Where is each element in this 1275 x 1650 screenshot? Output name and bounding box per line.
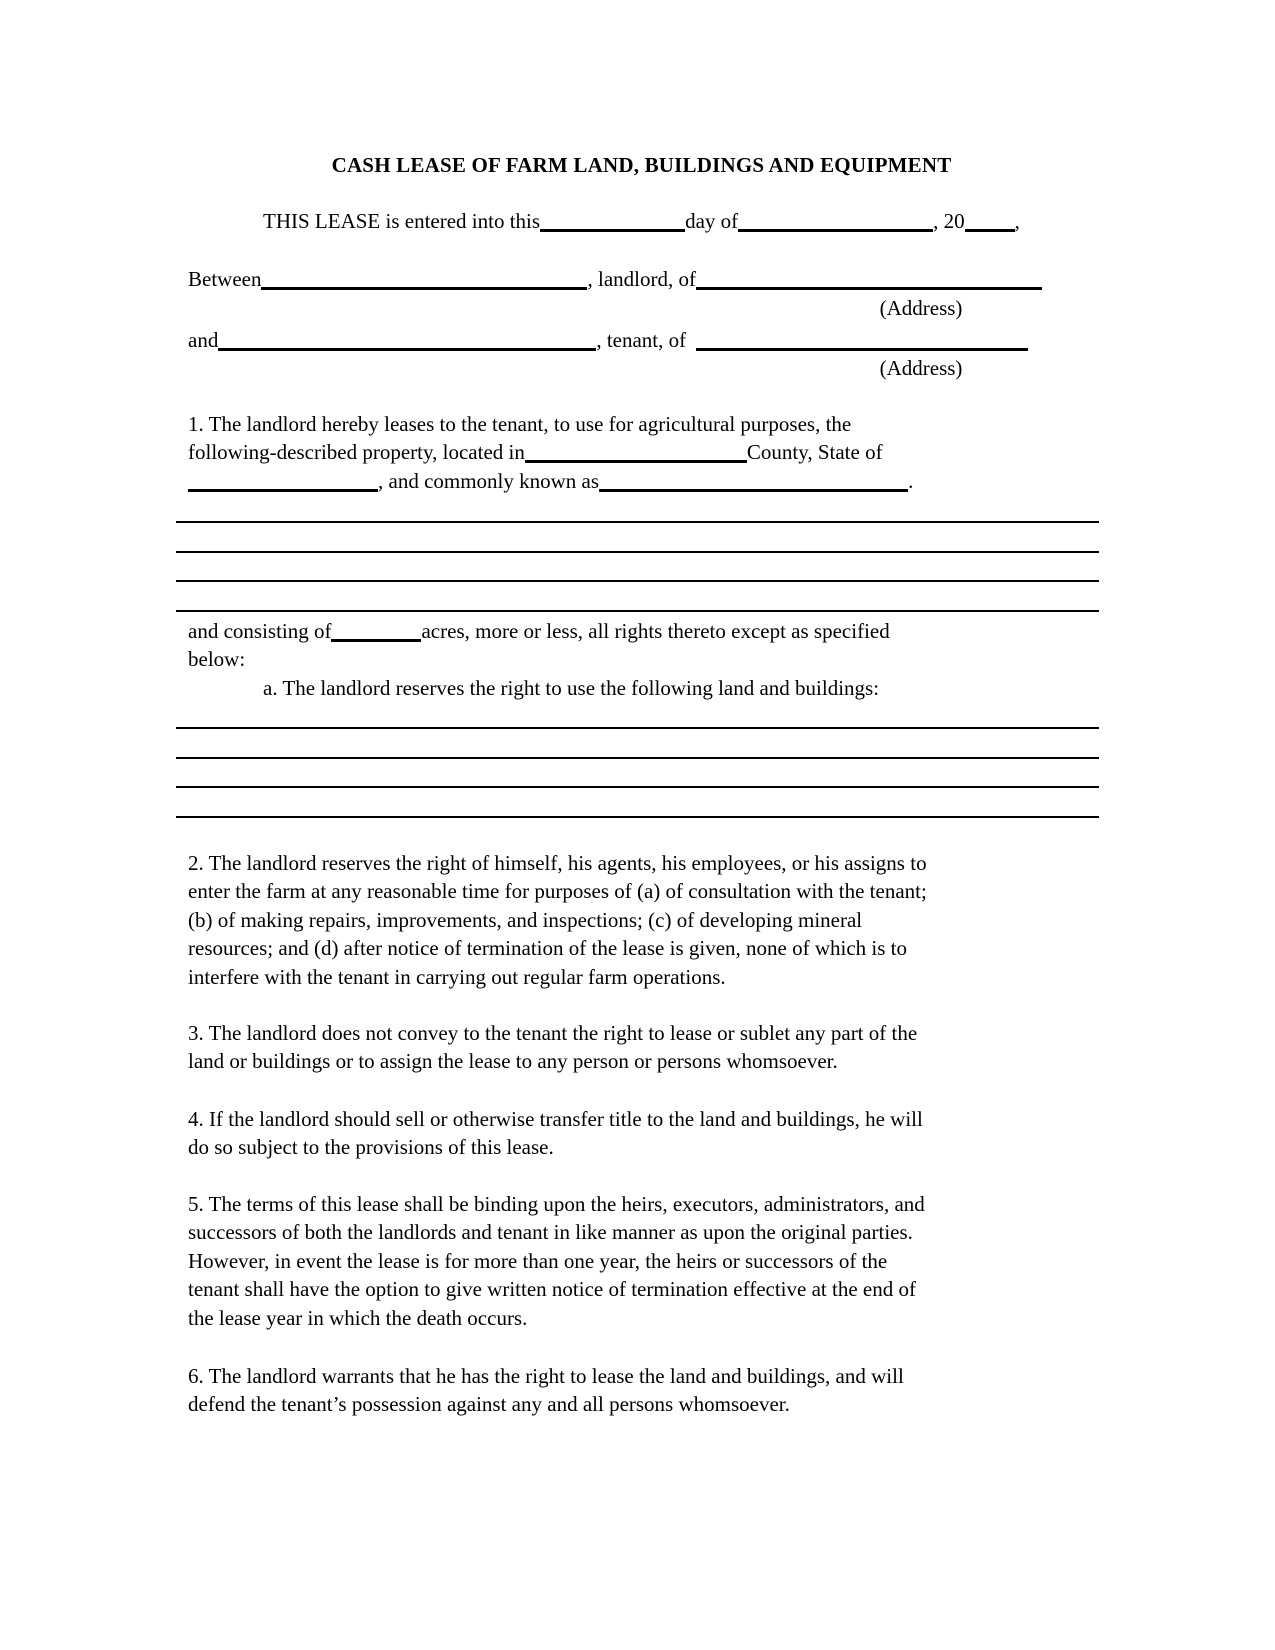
ruled-line [176, 788, 1099, 817]
consisting-text: and consisting of [188, 619, 332, 643]
subclause-a: a. The landlord reserves the right to use the following land and buildings: [263, 675, 880, 700]
opening-text-1: THIS LEASE is entered into this [263, 209, 541, 233]
consisting-line-1 [188, 617, 1095, 645]
section-6-line: 6. The landlord warrants that he has the right to lease the land and buildings, and will [188, 1364, 904, 1388]
blank-day [540, 227, 685, 232]
section-2 [188, 849, 1095, 991]
ruled-line [176, 582, 1099, 611]
acres-blank [331, 637, 421, 642]
section-5-line: successors of both the landlords and tenant in like manner as upon the original parties. [188, 1220, 913, 1245]
tenant-address-blank [696, 346, 1028, 351]
consisting-clause [188, 617, 1095, 702]
property-description-lines [176, 494, 1099, 612]
section-1-line-1: 1. The landlord hereby leases to the tenant, to use for agricultural purposes, the [188, 412, 852, 436]
section-2-line: resources; and (d) after notice of termination of the lease is given, none of which is to [188, 936, 908, 961]
section-1-line-2 [188, 438, 1095, 466]
section-6 [188, 1362, 1095, 1419]
section-5-line: tenant shall have the option to give written notice of termination effective at the end of [188, 1277, 916, 1302]
landlord-address-caption: (Address) [879, 296, 963, 320]
ruled-line [176, 523, 1099, 552]
opening-text-2: day of [685, 209, 739, 233]
blank-month [738, 227, 933, 232]
section-4-line: do so subject to the provisions of this lease. [188, 1135, 554, 1160]
tenant-address-caption: (Address) [879, 356, 963, 380]
reserved-land-lines [176, 700, 1099, 818]
section-1-line-3 [188, 467, 1095, 495]
section-4 [188, 1105, 1095, 1162]
section-1 [188, 410, 1095, 495]
ruled-line [176, 759, 1099, 788]
ruled-line [176, 553, 1099, 582]
section-6-line: defend the tenant’s possession against any and all persons whomsoever. [188, 1392, 790, 1417]
section-3-line: land or buildings or to assign the lease to any person or persons whomsoever. [188, 1049, 838, 1074]
ruled-line [176, 494, 1099, 523]
landlord-address-blank [696, 285, 1042, 290]
section-4-line: 4. If the landlord should sell or otherwise transfer title to the land and buildings, he will [188, 1107, 923, 1131]
blank-year [965, 227, 1015, 232]
opening-text-4: , [1014, 209, 1020, 233]
section-3-line: 3. The landlord does not convey to the tenant the right to lease or sublet any part of the [188, 1021, 918, 1045]
opening-text-3: , 20 [933, 209, 965, 233]
between-label: Between [188, 267, 262, 291]
state-of-text: County, State of [746, 440, 883, 465]
property-name-blank [599, 487, 908, 492]
tenant-name-blank [218, 346, 596, 351]
section-2-line: 2. The landlord reserves the right of himself, his agents, his employees, or his assigns to [188, 851, 927, 875]
located-in-text: following-described property, located in [188, 440, 525, 465]
known-as-text: , and commonly known as [378, 468, 600, 493]
state-blank [188, 487, 378, 492]
section-5-line: the lease year in which the death occurs. [188, 1305, 528, 1330]
section-5 [188, 1190, 1095, 1332]
tenant-line [188, 326, 1095, 354]
section-5-line: However, in event the lease is for more than one year, the heirs or successors of the [188, 1248, 888, 1273]
county-blank [525, 458, 747, 463]
consisting-line-2: below: [188, 647, 246, 672]
section-5-line: 5. The terms of this lease shall be binding upon the heirs, executors, administrators, and [188, 1192, 925, 1216]
period-text: . [908, 468, 914, 493]
section-3 [188, 1019, 1095, 1076]
section-2-line: (b) of making repairs, improvements, and inspections; (c) of developing mineral [188, 907, 863, 932]
acres-text: acres, more or less, all rights thereto except as specified [421, 619, 890, 643]
opening-line [188, 207, 1170, 235]
tenant-of-label: , tenant, of [596, 328, 687, 352]
and-label: and [188, 328, 219, 352]
section-2-line: enter the farm at any reasonable time for purposes of (a) of consultation with the tenant; [188, 879, 927, 904]
document-title: CASH LEASE OF FARM LAND, BUILDINGS AND EQUIPMENT [331, 153, 952, 177]
landlord-line [188, 265, 1095, 293]
ruled-line [176, 729, 1099, 758]
landlord-name-blank [261, 285, 587, 290]
landlord-of-label: , landlord, of [587, 267, 696, 291]
section-2-line: interfere with the tenant in carrying out regular farm operations. [188, 964, 726, 989]
ruled-line [176, 700, 1099, 729]
